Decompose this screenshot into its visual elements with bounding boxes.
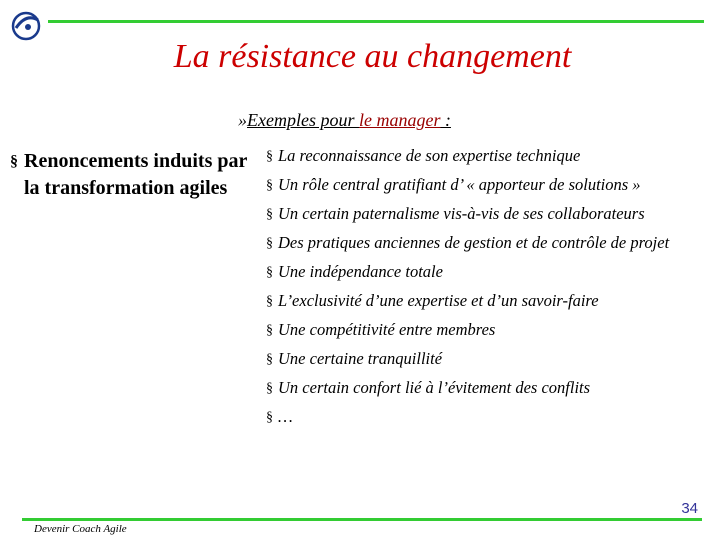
bullet-marker: § [266, 236, 273, 251]
list-item [266, 175, 711, 194]
list-item-text: Un rôle central gratifiant d’ « apporteur de solutions » [278, 175, 641, 194]
subtitle-part3: : [440, 110, 451, 130]
bullet-marker: § [266, 207, 273, 222]
list-item [266, 407, 711, 426]
list-item [266, 204, 711, 223]
list-item [266, 378, 711, 397]
list-item-text: L’exclusivité d’une expertise et d’un savoir-faire [278, 291, 599, 310]
bullet-marker: § [266, 381, 273, 396]
left-bullet: § [10, 153, 18, 170]
left-heading [10, 148, 260, 202]
page-number: 34 [681, 500, 698, 517]
bottom-divider [22, 518, 702, 521]
bullet-marker: § [266, 294, 273, 309]
subtitle [238, 110, 451, 131]
list-item [266, 146, 711, 165]
list-item [266, 291, 711, 310]
bullet-marker: § [266, 410, 273, 425]
bullet-marker: § [266, 352, 273, 367]
list-item [266, 349, 711, 368]
top-divider [48, 20, 704, 23]
list-item-text: La reconnaissance de son expertise technique [278, 146, 581, 165]
subtitle-part1: Exemples pour [247, 110, 359, 130]
list-item-text: Une compétitivité entre membres [278, 320, 496, 339]
left-heading-text: Renoncements induits par la transformation agiles [24, 150, 247, 199]
list-item-text: … [278, 407, 293, 426]
footer-text: Devenir Coach Agile [34, 523, 127, 535]
subtitle-marker: » [238, 110, 247, 130]
slide-title: La résistance au changement [173, 38, 572, 75]
list-item [266, 262, 711, 281]
list-item-text: Un certain confort lié à l’évitement des conflits [278, 378, 591, 397]
subtitle-manager: le manager [358, 110, 441, 130]
bullet-marker: § [266, 265, 273, 280]
list-item [266, 320, 711, 339]
list-item-text: Des pratiques anciennes de gestion et de contrôle de projet [278, 233, 670, 252]
list-item-text: Une certaine tranquillité [278, 349, 443, 368]
bullet-marker: § [266, 323, 273, 338]
list-item-text: Un certain paternalisme vis-à-vis de ses collaborateurs [278, 204, 645, 223]
bullet-marker: § [266, 149, 273, 164]
bullet-marker: § [266, 178, 273, 193]
list-item-text: Une indépendance totale [278, 262, 443, 281]
list-item [266, 233, 711, 252]
examples-list [266, 146, 711, 436]
